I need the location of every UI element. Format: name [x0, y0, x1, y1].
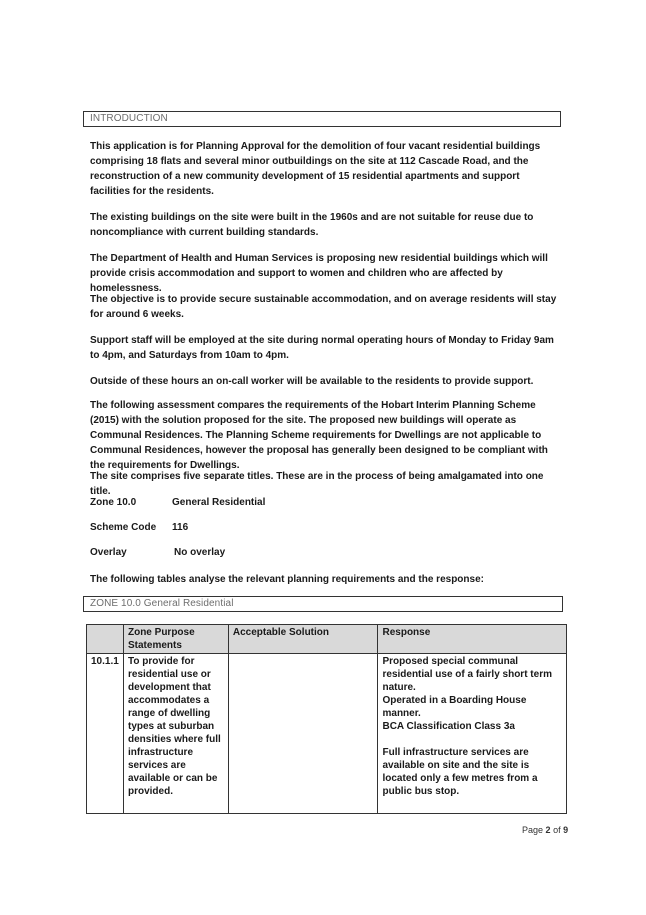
overlay-row	[90, 547, 225, 558]
response-cell	[378, 654, 567, 814]
purpose-cell: To provide for residential use or development that accommodates a range of dwelling types at suburban densities where full infrastructure services are available or can be provided.	[123, 654, 228, 814]
scheme-code-value: 116	[172, 522, 189, 533]
page-total: 9	[563, 825, 569, 835]
paragraph-objective: The objective is to provide secure sustainable accommodation, and on average residents will stay for around 6 weeks.	[90, 294, 557, 320]
zone-row	[90, 497, 265, 508]
section-header-zone: ZONE 10.0 General Residential	[83, 596, 563, 612]
acceptable-solution-cell	[228, 654, 378, 814]
response-text-3: BCA Classification Class 3a	[382, 721, 515, 732]
overlay-value: No overlay	[174, 547, 226, 558]
paragraph-department: The Department of Health and Human Services is proposing new residential buildings which will provide crisis accommodation and support to women and children who are affected by homelessness.	[90, 253, 548, 294]
paragraph-titles: The site comprises five separate titles. These are in the process of being amalgamated into one title.	[90, 471, 544, 497]
table-row	[87, 654, 567, 814]
scheme-code-row	[90, 522, 188, 533]
section-header-introduction: INTRODUCTION	[83, 111, 561, 127]
page-label: Page	[522, 825, 544, 835]
of-label: of	[553, 825, 561, 835]
table-header-response: Response	[378, 625, 567, 654]
scheme-code-label: Scheme Code	[90, 522, 157, 533]
response-text-1: Proposed special communal residential use of a fairly short term nature.	[382, 656, 552, 693]
zone-value: General Residential	[172, 497, 266, 508]
table-header-acceptable: Acceptable Solution	[228, 625, 378, 654]
table-header-row	[87, 625, 567, 654]
paragraph-support-staff: Support staff will be employed at the site during normal operating hours of Monday to Friday 9am to 4pm, and Saturdays from 10am to 4pm.	[90, 335, 554, 361]
response-text-2: Operated in a Boarding House manner.	[382, 695, 527, 719]
overlay-label: Overlay	[90, 547, 127, 558]
paragraph-existing-buildings: The existing buildings on the site were built in the 1960s and are not suitable for reuse due to noncompliance with current building standards.	[90, 212, 534, 238]
zone-requirements-table	[86, 624, 567, 814]
zone-label: Zone 10.0	[90, 497, 137, 508]
paragraph-tables-intro: The following tables analyse the relevant planning requirements and the response:	[90, 574, 484, 585]
clause-cell: 10.1.1	[87, 654, 124, 814]
response-text-4: Full infrastructure services are available on site and the site is located only a few metres from a public bus stop.	[382, 747, 538, 797]
page-number: 2	[545, 825, 551, 835]
table-header-purpose: Zone Purpose Statements	[123, 625, 228, 654]
page-footer	[522, 825, 568, 835]
paragraph-on-call: Outside of these hours an on-call worker will be available to the residents to provide support.	[90, 376, 534, 387]
paragraph-assessment: The following assessment compares the requirements of the Hobart Interim Planning Scheme (2015) with the solution proposed for the site. The proposed new buildings will operate as Communal Residences. The Planning Scheme requirements for Dwellings are not applicable to Communal Residences, however the proposal has generally been designed to be compliant with the requirements for Dwellings.	[90, 400, 548, 471]
paragraph-application: This application is for Planning Approval for the demolition of four vacant residential buildings comprising 18 flats and several minor outbuildings on the site at 112 Cascade Road, and the reconstruction of a new community development of 15 residential apartments and support facilities for the residents.	[90, 141, 541, 197]
table-header-clause	[87, 625, 124, 654]
